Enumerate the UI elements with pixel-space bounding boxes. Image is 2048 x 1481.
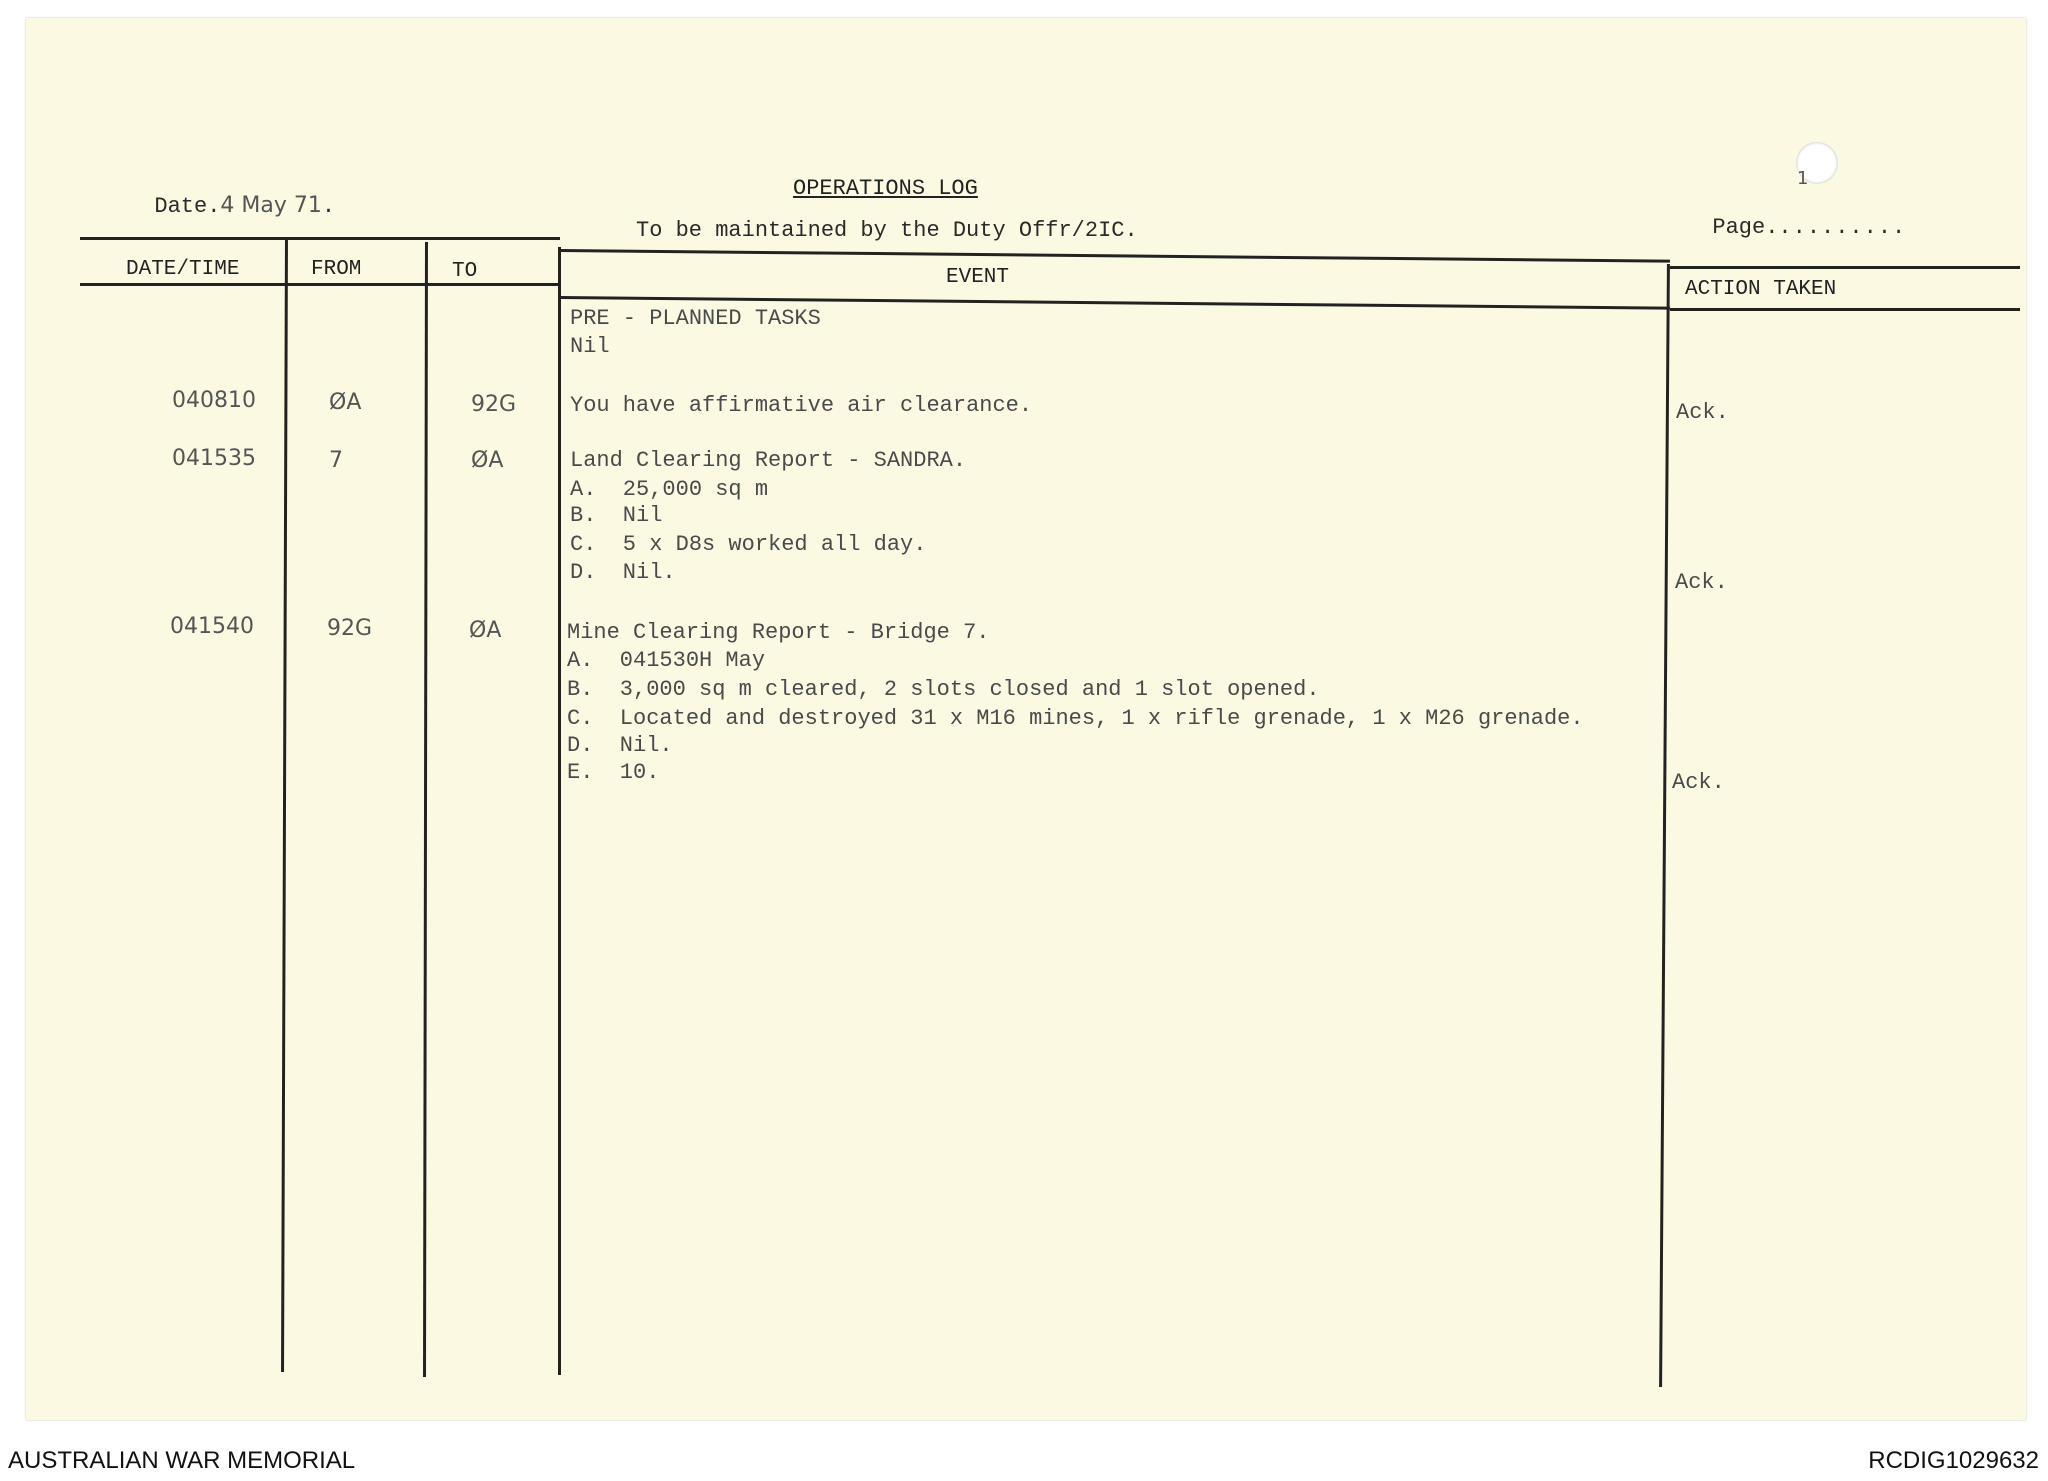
entry-from: ØA: [329, 390, 362, 415]
event-line: C. 5 x D8s worked all day.: [570, 532, 927, 557]
event-line: Mine Clearing Report - Bridge 7.: [567, 620, 990, 645]
date-value: 4 May 71: [220, 193, 322, 218]
header-top-rule-action: [1670, 266, 2020, 269]
page-field: [1686, 190, 1906, 240]
event-line: B. 3,000 sq m cleared, 2 slots closed and 1 slot opened.: [567, 677, 1320, 702]
header-bottom-rule: [80, 283, 560, 286]
page-title: OPERATIONS LOG: [793, 176, 978, 201]
col-header-from: FROM: [311, 258, 362, 281]
entry-from: 7: [329, 448, 343, 473]
column-divider-3: [558, 247, 561, 1375]
event-line: Land Clearing Report - SANDRA.: [570, 448, 967, 473]
header-top-rule: [80, 237, 560, 240]
event-line: C. Located and destroyed 31 x M16 mines, 1 x rifle grenade, 1 x M26 grenade.: [567, 706, 1584, 731]
col-header-to: TO: [452, 260, 478, 283]
date-label: Date.: [154, 194, 221, 219]
event-line: A. 25,000 sq m: [570, 477, 769, 502]
date-field: [128, 168, 335, 219]
page-number: 1: [1797, 168, 1809, 189]
page-label: Page.: [1712, 215, 1779, 240]
event-line: A. 041530H May: [567, 648, 766, 673]
entry-datetime: 040810: [172, 388, 256, 413]
header-bottom-rule-action: [1670, 308, 2020, 311]
event-line: Nil: [570, 334, 610, 359]
entry-to: 92G: [471, 392, 517, 417]
event-line: D. Nil.: [570, 560, 676, 585]
entry-action: Ack.: [1672, 770, 1725, 795]
entry-datetime: 041540: [170, 614, 254, 639]
event-line: You have affirmative air clearance.: [570, 393, 1033, 418]
footer-record-id: RCDIG1029632: [1868, 1447, 2039, 1474]
page-dots: .........: [1778, 215, 1907, 240]
col-header-datetime: DATE/TIME: [126, 258, 240, 281]
col-header-action: ACTION TAKEN: [1685, 278, 1837, 301]
event-line: E. 10.: [567, 760, 660, 785]
date-tail: .: [321, 194, 336, 219]
entry-from: 92G: [327, 616, 373, 641]
entry-to: ØA: [471, 448, 504, 473]
entry-action: Ack.: [1675, 570, 1728, 595]
col-header-event: EVENT: [946, 266, 1010, 289]
event-line: D. Nil.: [567, 733, 673, 758]
entry-to: ØA: [469, 618, 502, 643]
event-line: B. Nil: [570, 503, 663, 528]
entry-datetime: 041535: [172, 446, 256, 471]
page-subtitle: To be maintained by the Duty Offr/2IC.: [636, 218, 1138, 243]
event-line: PRE - PLANNED TASKS: [570, 306, 821, 331]
footer-archive-name: AUSTRALIAN WAR MEMORIAL: [8, 1447, 356, 1474]
entry-action: Ack.: [1676, 400, 1729, 425]
